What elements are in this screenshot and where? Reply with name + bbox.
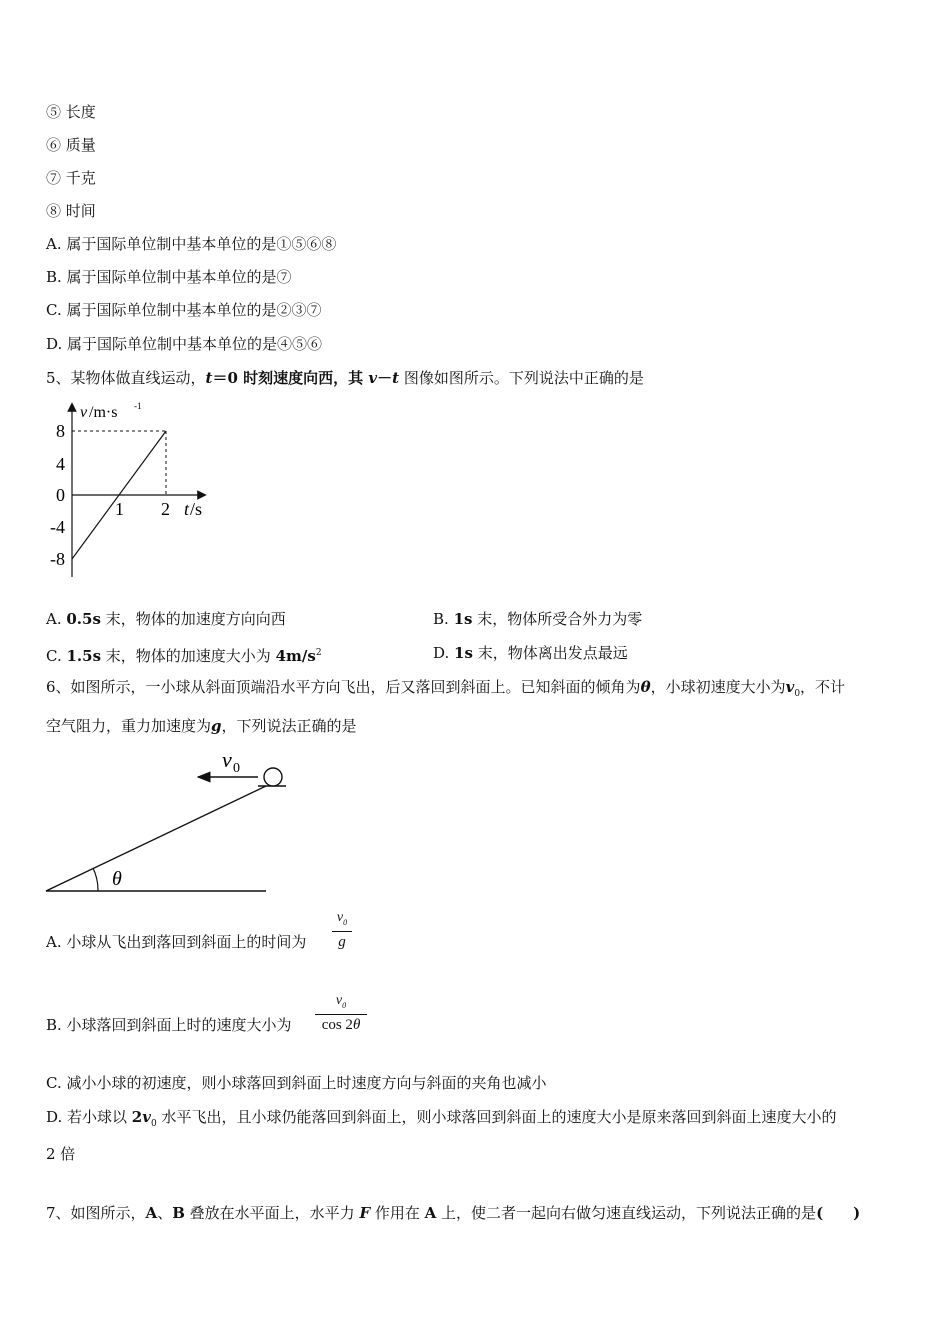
x-axis-label-t: t	[184, 499, 190, 519]
q6-option-b: B. 小球落回到斜面上时的速度大小为	[46, 1016, 292, 1034]
q6-stem-text4: 空气阻力，重力加速度为	[46, 717, 212, 735]
q6-option-c: C. 减小小球的初速度，则小球落回到斜面上时速度方向与斜面的夹角也减小	[46, 1074, 547, 1092]
fraction-b-denominator: cos 2	[321, 1016, 353, 1033]
q5-option-d-time: 1s	[454, 644, 473, 662]
q6-stem-v-sub: 0	[794, 689, 801, 699]
list-item-time: ⑧ 时间	[46, 202, 96, 220]
fraction-a-numerator-sub: 0	[343, 917, 348, 927]
q6-option-d	[46, 1107, 836, 1134]
q7-stem-text3: 作用在	[370, 1204, 425, 1222]
q5-option-c-time: 1.5s	[66, 647, 102, 665]
fraction-b-denominator-theta: θ	[352, 1016, 361, 1033]
list-item-length: ⑤ 长度	[46, 103, 96, 121]
y-axis-label-unit: /m·s	[89, 404, 118, 421]
x-axis-label-unit: /s	[190, 499, 203, 519]
q5-option-b-label: B.	[433, 610, 454, 628]
ball	[264, 768, 282, 786]
vt-graph	[40, 395, 220, 585]
fraction-a-numerator: v	[336, 910, 344, 925]
q6-option-d-text: D. 若小球以	[46, 1108, 132, 1126]
y-tick-4: 4	[56, 454, 65, 474]
q6-option-a: A. 小球从飞出到落回到斜面上的时间为	[46, 933, 307, 951]
q7-stem-a: A	[145, 1204, 158, 1222]
q5-stem	[46, 368, 644, 388]
q6-option-d-text2: 水平飞出，且小球仍能落回到斜面上，则小球落回到斜面上的速度大小是原来落回到斜面上速度大小的	[156, 1108, 837, 1126]
q5-option-a-time: 0.5s	[66, 610, 101, 628]
q5-option-b-text: 末，物体所受合外力为零	[472, 610, 643, 628]
q5-stem-v: v	[368, 369, 378, 387]
q5-stem-text3: 图像如图所示。下列说法中正确的是	[399, 369, 644, 387]
q5-option-a-label: A.	[46, 610, 67, 628]
q7-stem-sep: 、	[157, 1204, 173, 1222]
angle-label-theta: θ	[112, 868, 122, 890]
fraction-a-denominator: g	[338, 933, 346, 950]
velocity-label-sub: 0	[233, 761, 240, 776]
q5-option-b-time: 1s	[453, 610, 473, 628]
y-tick-0: 0	[56, 485, 65, 505]
q5-option-b	[433, 609, 642, 629]
q6-option-d-v-sub: 0	[150, 1119, 157, 1129]
q4-option-b: B. 属于国际单位制中基本单位的是⑦	[46, 268, 292, 286]
q4-option-c: C. 属于国际单位制中基本单位的是②③⑦	[46, 301, 322, 319]
y-tick-8: 8	[56, 421, 65, 441]
q5-option-d-text: 末，物体离出发点最远	[472, 644, 628, 662]
y-axis-label-v: v	[80, 404, 88, 421]
q5-stem-dash: －	[377, 369, 393, 387]
q7-stem-text: 7、如图所示，	[46, 1204, 146, 1222]
q6-stem-line2	[46, 716, 357, 736]
q5-stem-t2: t	[392, 369, 400, 387]
q7-stem-f: F	[359, 1204, 371, 1222]
q5-option-d	[433, 643, 628, 663]
q6-stem-text5: ，下列说法正确的是	[221, 717, 357, 735]
q6-stem-text2: ，小球初速度大小为	[650, 678, 786, 696]
q5-stem-text2: ＝0 时刻速度向西，其	[212, 369, 369, 387]
q6-option-d-v: v	[142, 1108, 151, 1126]
q6-stem-line1	[46, 677, 845, 704]
q6-stem-g: g	[211, 717, 222, 735]
q5-option-d-label: D.	[433, 644, 455, 662]
list-item-kilogram: ⑦ 千克	[46, 169, 96, 187]
incline-figure	[40, 745, 300, 900]
q5-option-c-exp: 2	[315, 648, 322, 658]
q4-option-d: D. 属于国际单位制中基本单位的是④⑤⑥	[46, 335, 323, 353]
y-tick-neg8: -8	[50, 549, 65, 569]
q7-stem-b: B	[172, 1204, 185, 1222]
q5-stem-text: 5、某物体做直线运动，	[46, 369, 206, 387]
q6-stem-v: v	[785, 678, 795, 696]
q5-option-c-text: 末，物体的加速度大小为	[101, 647, 276, 665]
angle-arc	[93, 868, 98, 891]
q7-answer-blank: ( )	[816, 1204, 861, 1222]
q6-option-a-fraction	[332, 910, 352, 952]
q6-option-b-fraction	[315, 993, 367, 1035]
q6-stem-text3: ，不计	[800, 678, 846, 696]
q4-option-a: A. 属于国际单位制中基本单位的是①⑤⑥⑧	[46, 235, 337, 253]
q7-stem-text4: 上，使二者一起向右做匀速直线运动，下列说法正确的是	[436, 1204, 817, 1222]
x-tick-2: 2	[161, 499, 170, 519]
q6-stem-theta: θ	[640, 678, 651, 696]
q5-option-c	[46, 643, 322, 666]
q5-stem-t: t	[205, 369, 213, 387]
q6-option-d-line2: 2 倍	[46, 1145, 76, 1163]
q5-option-a	[46, 609, 286, 629]
q6-option-d-coef: 2	[131, 1108, 143, 1126]
q6-stem-text: 6、如图所示，一小球从斜面顶端沿水平方向飞出，后又落回到斜面上。已知斜面的倾角为	[46, 678, 641, 696]
fraction-b-numerator: v	[335, 993, 343, 1008]
q5-option-a-text: 末，物体的加速度方向向西	[100, 610, 286, 628]
y-tick-neg4: -4	[50, 517, 65, 537]
q5-option-c-label: C.	[46, 647, 67, 665]
velocity-label-v: v	[222, 747, 232, 772]
q7-stem	[46, 1203, 860, 1223]
q7-stem-a2: A	[424, 1204, 437, 1222]
q5-option-c-value: 4m/s	[275, 647, 316, 665]
q7-stem-text2: 叠放在水平面上，水平力	[184, 1204, 360, 1222]
fraction-b-numerator-sub: 0	[342, 1000, 347, 1010]
list-item-mass: ⑥ 质量	[46, 136, 96, 154]
y-axis-label-exp: -1	[134, 401, 142, 411]
incline-surface	[46, 786, 266, 891]
x-tick-1: 1	[115, 499, 124, 519]
